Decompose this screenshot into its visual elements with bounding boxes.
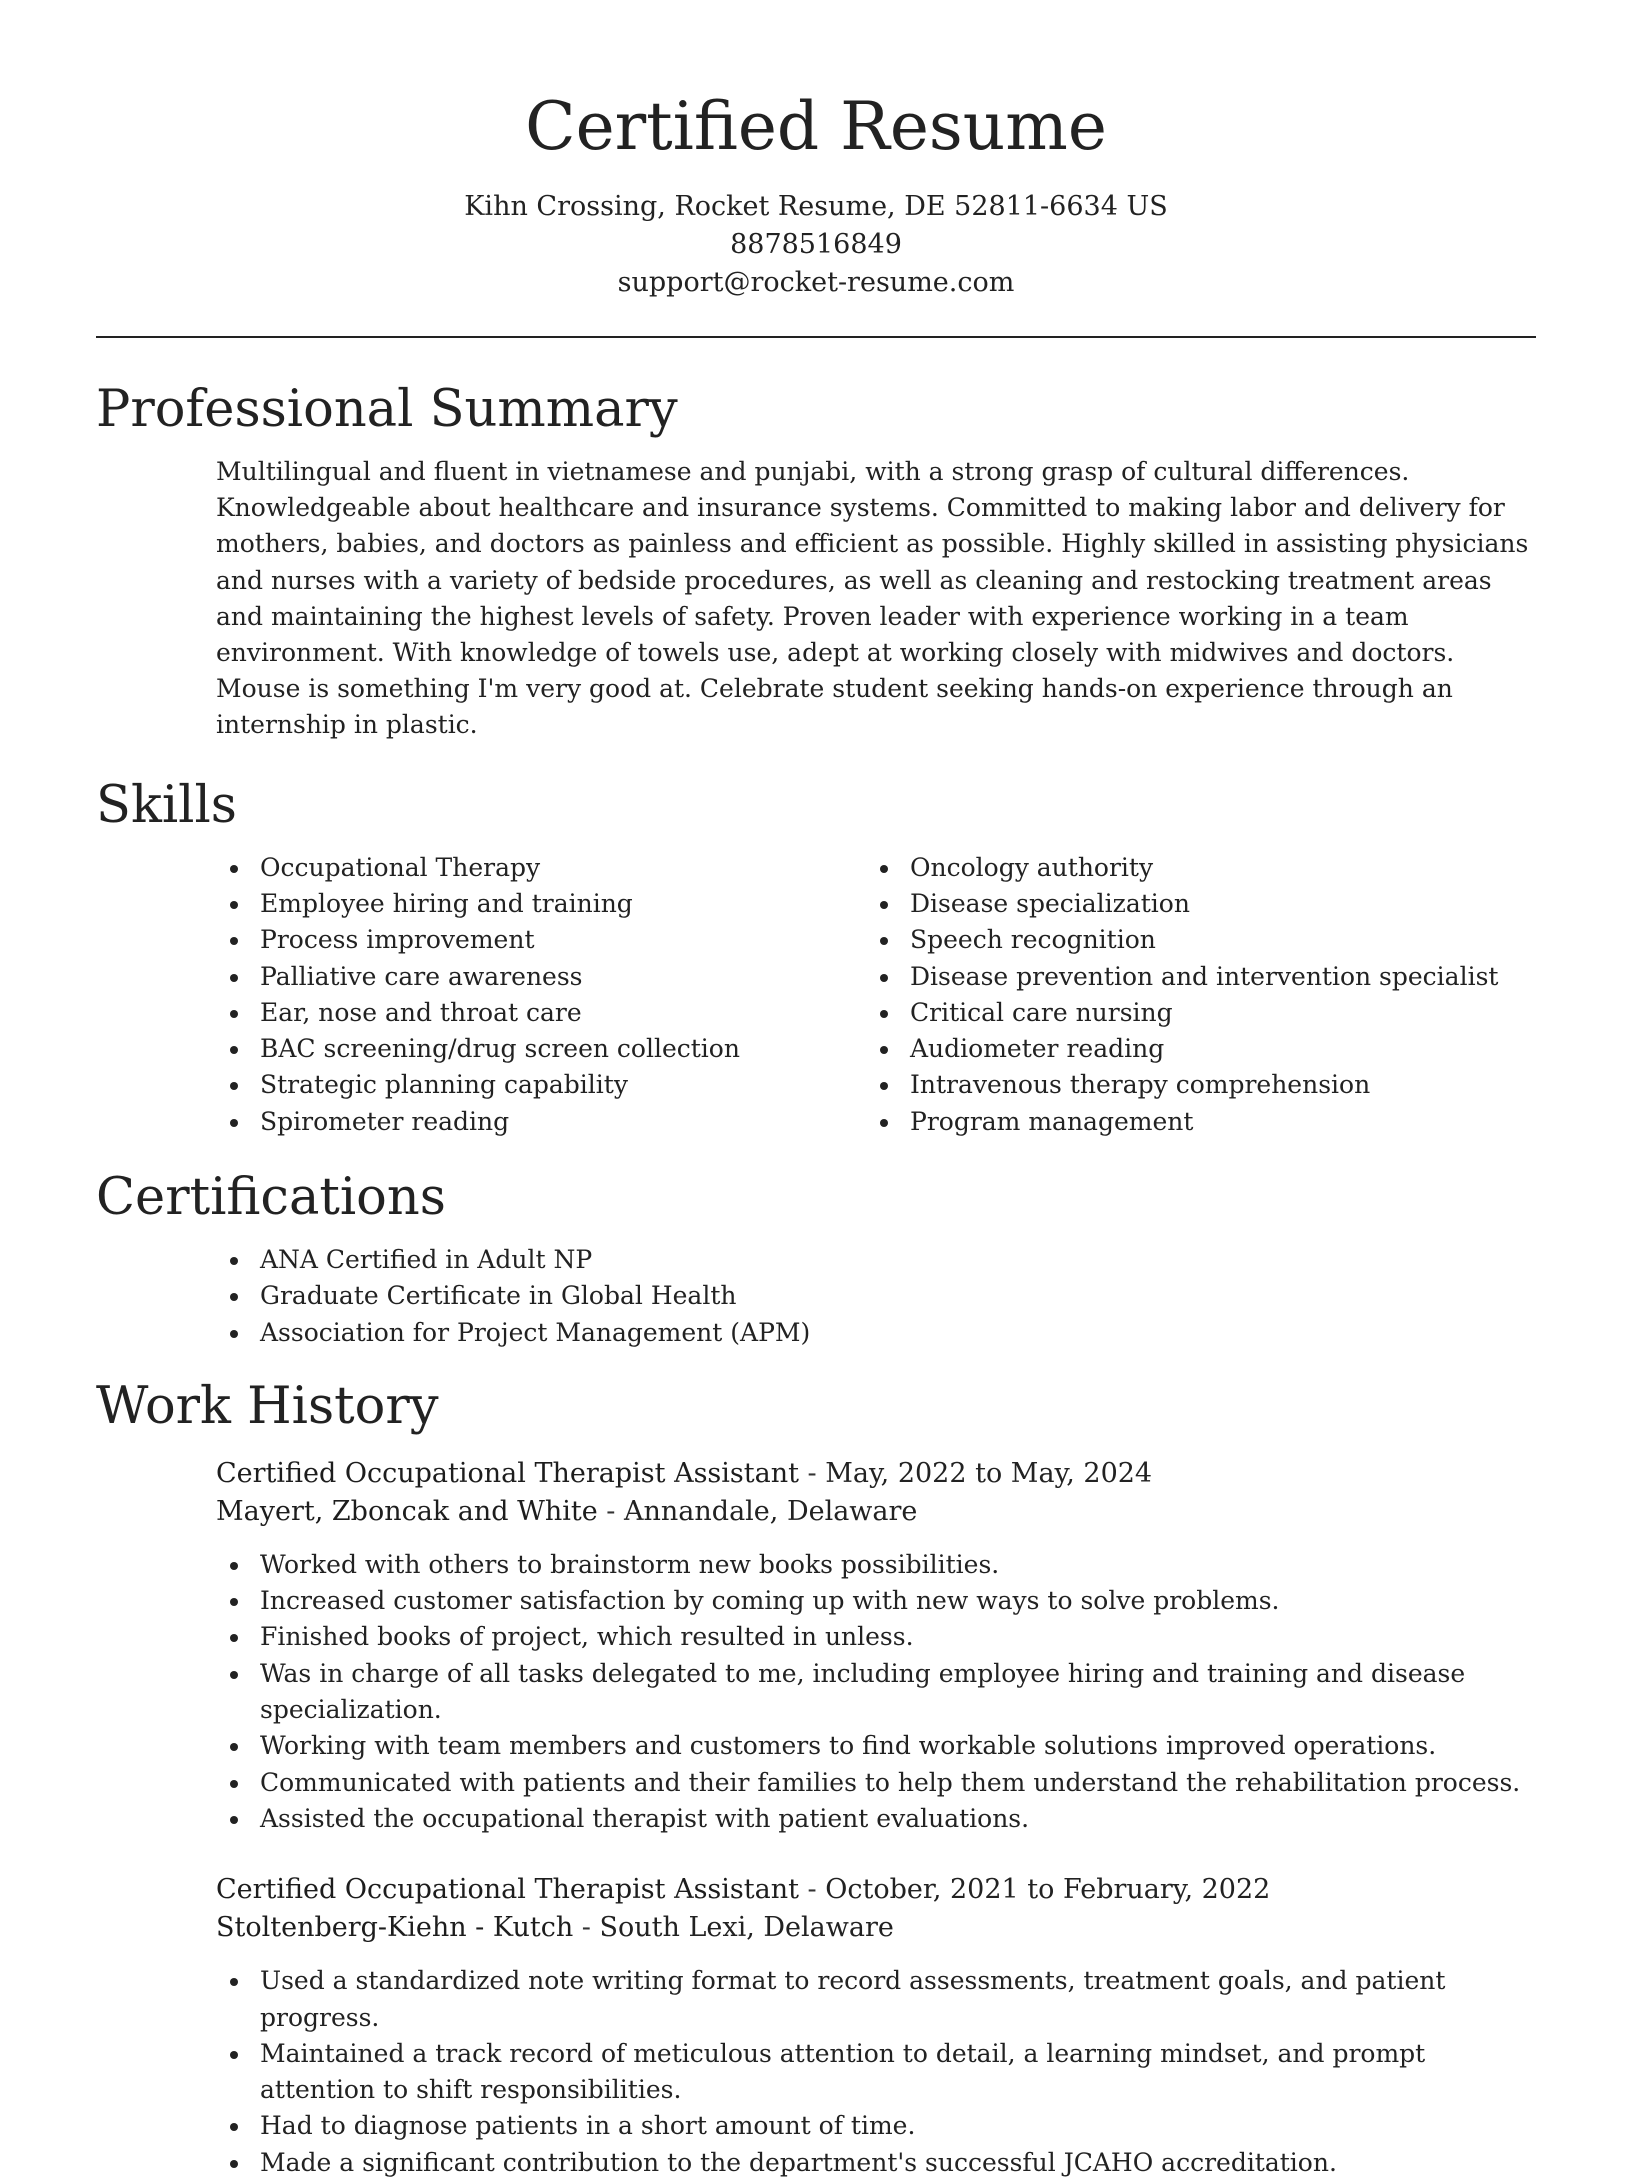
certifications-section — [96, 1166, 1536, 1351]
certification-item: Graduate Certificate in Global Health — [216, 1278, 1536, 1314]
skill-item: Spirometer reading — [216, 1104, 866, 1140]
skills-section — [96, 774, 1536, 1140]
job-bullet: Finished books of project, which resulted in unless. — [216, 1619, 1536, 1655]
job-bullet: Communicated with patients and their families to help them understand the rehabilitation process. — [216, 1765, 1536, 1801]
job-title: Certified Occupational Therapist Assistant — [216, 1457, 799, 1489]
skill-item: Oncology authority — [866, 850, 1516, 886]
job-bullet: Working with team members and customers to find workable solutions improved operations. — [216, 1728, 1536, 1764]
separator: - — [597, 1495, 625, 1527]
skill-item: Critical care nursing — [866, 995, 1516, 1031]
work-history-section — [96, 1375, 1536, 2181]
job-location: Annandale, Delaware — [624, 1495, 918, 1527]
summary-heading: Professional Summary — [96, 380, 678, 439]
job-bullet: Made a significant contribution to the department's successful JCAHO accreditation. — [216, 2145, 1536, 2181]
job-bullets — [216, 1547, 1536, 1837]
job-bullet: Assisted the occupational therapist with patient evaluations. — [216, 1801, 1536, 1837]
skill-item: Speech recognition — [866, 922, 1516, 958]
contact-block — [96, 188, 1536, 302]
job-bullets — [216, 1963, 1536, 2181]
job-company-line — [216, 1909, 1536, 1947]
job-entry — [216, 1455, 1536, 1837]
phone: 8878516849 — [730, 229, 902, 260]
separator: - — [798, 1457, 826, 1489]
job-company: Stoltenberg-Kiehn - Kutch — [216, 1912, 574, 1944]
skill-item: Disease specialization — [866, 886, 1516, 922]
summary-text: Multilingual and fluent in vietnamese and punjabi, with a strong grasp of cultural differences. Knowledgeable about healthcare and insurance systems. Committed to making labor and delivery for mothers, babies, and doctors as painless and efficient as possible. Highly skilled in assisting physicians and nurses with a variety of bedside procedures, as well as cleaning and restocking treatment areas and maintaining the highest levels of safety. Proven leader with experience working in a team environment. With knowledge of towels use, adept at working closely with midwives and doctors. Mouse is something I'm very good at. Celebrate student seeking hands-on experience through an internship in plastic. — [216, 457, 1529, 740]
separator: - — [573, 1912, 600, 1944]
certification-item: ANA Certified in Adult NP — [216, 1242, 1536, 1278]
skill-item: Audiometer reading — [866, 1031, 1516, 1067]
skill-item: Employee hiring and training — [216, 886, 866, 922]
skill-item: Intravenous therapy comprehension — [866, 1067, 1516, 1103]
job-dates: May, 2022 to May, 2024 — [825, 1457, 1153, 1489]
job-title-line — [216, 1455, 1536, 1493]
certifications-list — [216, 1242, 1536, 1351]
job-entry — [216, 1871, 1536, 2181]
job-bullet: Was in charge of all tasks delegated to me, including employee hiring and training and disease specialization. — [216, 1656, 1536, 1729]
resume-header — [96, 0, 1536, 302]
skill-item: Palliative care awareness — [216, 959, 866, 995]
certifications-heading: Certifications — [96, 1168, 446, 1227]
certification-item: Association for Project Management (APM) — [216, 1315, 1536, 1351]
job-bullet: Maintained a track record of meticulous attention to detail, a learning mindset, and prompt attention to shift responsibilities. — [216, 2036, 1536, 2109]
job-bullet: Increased customer satisfaction by coming up with new ways to solve problems. — [216, 1583, 1536, 1619]
skills-heading: Skills — [96, 775, 237, 835]
skill-item: Occupational Therapy — [216, 850, 866, 886]
skill-item: Program management — [866, 1104, 1516, 1140]
job-location: South Lexi, Delaware — [599, 1912, 894, 1944]
summary-section — [96, 378, 1536, 744]
candidate-name: Certified Resume — [525, 88, 1107, 165]
email: support@rocket-resume.com — [617, 267, 1015, 298]
work-history-heading: Work History — [96, 1376, 439, 1436]
skill-item: Strategic planning capability — [216, 1067, 866, 1103]
skill-item: Disease prevention and intervention specialist — [866, 959, 1516, 995]
address: Kihn Crossing, Rocket Resume, DE 52811-6634 US — [464, 191, 1168, 222]
job-bullet: Had to diagnose patients in a short amount of time. — [216, 2108, 1536, 2144]
job-bullet: Used a standardized note writing format to record assessments, treatment goals, and patient progress. — [216, 1963, 1536, 2036]
skill-item: Ear, nose and throat care — [216, 995, 866, 1031]
job-dates: October, 2021 to February, 2022 — [825, 1874, 1271, 1906]
separator: - — [798, 1874, 826, 1906]
skills-left-column — [216, 850, 866, 1140]
job-title-line — [216, 1871, 1536, 1909]
skills-right-column — [866, 850, 1516, 1140]
job-bullet: Worked with others to brainstorm new books possibilities. — [216, 1547, 1536, 1583]
skills-columns — [216, 850, 1536, 1140]
skill-item: Process improvement — [216, 922, 866, 958]
skill-item: BAC screening/drug screen collection — [216, 1031, 866, 1067]
job-title: Certified Occupational Therapist Assistant — [216, 1874, 799, 1906]
resume-page — [96, 0, 1536, 2181]
job-company: Mayert, Zboncak and White — [216, 1495, 598, 1527]
header-divider — [96, 336, 1536, 338]
job-company-line — [216, 1493, 1536, 1531]
